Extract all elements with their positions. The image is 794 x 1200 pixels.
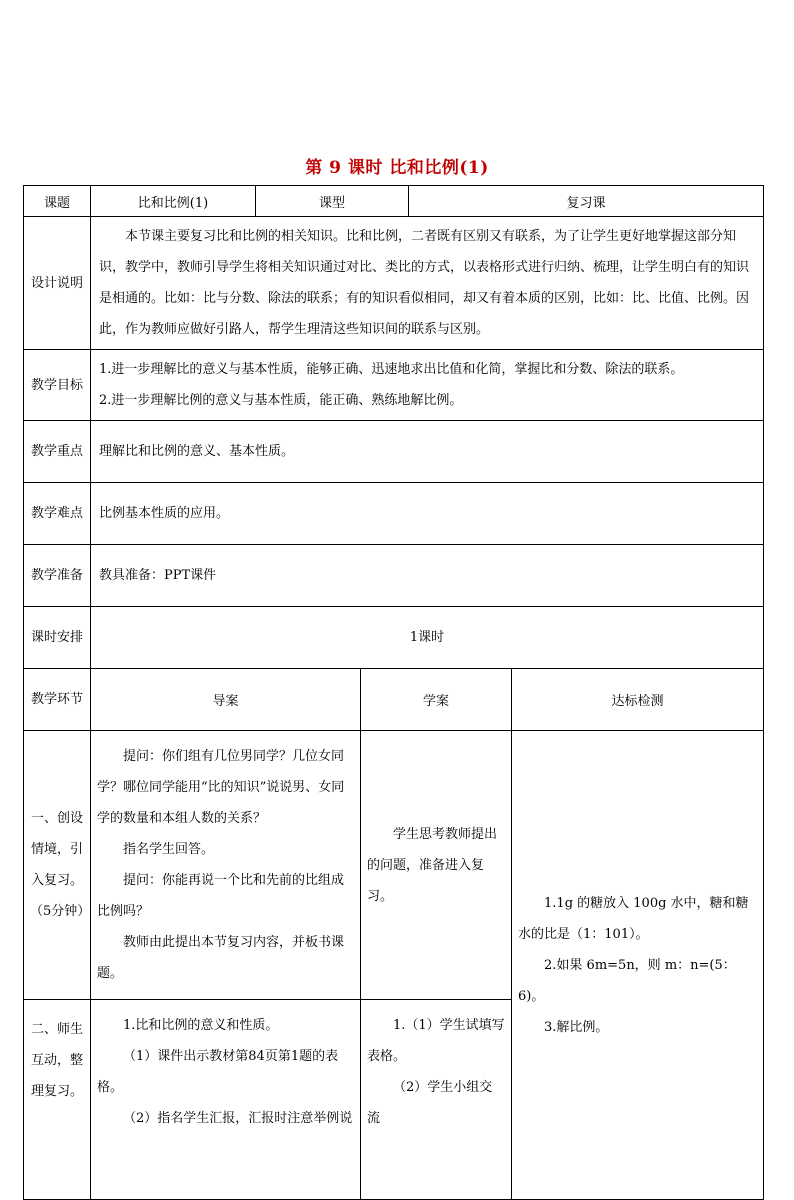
guide-paragraph: 指名学生回答。 — [123, 842, 215, 857]
prep-row — [24, 545, 764, 607]
section2-stage: 二、师生互动，整理复习。 — [24, 1000, 91, 1200]
time-label: 课时安排 — [24, 607, 91, 669]
section1-study — [361, 731, 512, 1000]
header-row — [24, 186, 764, 217]
section2-study — [361, 1000, 512, 1200]
guide-paragraph: 提问：你能再说一个比和先前的比组成比例吗？ — [97, 873, 345, 919]
difficulty-row — [24, 483, 764, 545]
section2-guide — [91, 1000, 361, 1200]
guide-paragraph: （1）课件出示教材第84页第1题的表格。 — [97, 1049, 339, 1095]
section1-row — [24, 731, 764, 1000]
guide-paragraph: （2）指名学生汇报，汇报时注意举例说 — [123, 1111, 353, 1126]
topic-label: 课题 — [24, 186, 91, 217]
check-cell — [512, 731, 764, 1200]
guide-paragraph: 教师由此提出本节复习内容，并板书课题。 — [97, 935, 345, 981]
time-text: 1课时 — [91, 607, 764, 669]
goals-row — [24, 350, 764, 421]
topic-value: 比和比例(1) — [91, 186, 256, 217]
time-row — [24, 607, 764, 669]
check-item: 1.1g 的糖放入 100g 水中，糖和糖水的比是（1：101）。 — [518, 895, 749, 942]
stage-column-header: 教学环节 — [24, 669, 91, 731]
goal-item: 1.进一步理解比的意义与基本性质，能够正确、迅速地求出比值和化简，掌握比和分数、除法的联系。 — [99, 362, 684, 377]
study-paragraph: 学生思考教师提出的问题，准备进入复习。 — [367, 826, 498, 904]
prep-label: 教学准备 — [24, 545, 91, 607]
design-row — [24, 217, 764, 350]
design-label: 设计说明 — [24, 217, 91, 350]
goal-item: 2.进一步理解比例的意义与基本性质，能正确、熟练地解比例。 — [99, 393, 463, 408]
study-column-header: 学案 — [361, 669, 512, 731]
goals-text — [91, 350, 764, 421]
check-item: 2.如果 6m=5n，则 m：n=(5：6)。 — [518, 957, 736, 1004]
section1-guide — [91, 731, 361, 1000]
lesson-plan-table — [23, 185, 764, 1200]
study-paragraph: （2）学生小组交流 — [367, 1080, 493, 1126]
guide-paragraph: 提问：你们组有几位男同学？几位女同学？哪位同学能用“比的知识”说说男、女同学的数量和本组人数的关系？ — [97, 749, 345, 826]
check-item: 3.解比例。 — [544, 1019, 609, 1035]
guide-column-header: 导案 — [91, 669, 361, 731]
key-text: 理解比和比例的意义、基本性质。 — [91, 421, 764, 483]
guide-paragraph: 1.比和比例的意义和性质。 — [123, 1018, 279, 1033]
section1-stage: 一、创设情境，引入复习。（5分钟） — [24, 731, 91, 1000]
columns-row — [24, 669, 764, 731]
difficulty-label: 教学难点 — [24, 483, 91, 545]
prep-text: 教具准备：PPT课件 — [91, 545, 764, 607]
type-label: 课型 — [256, 186, 409, 217]
key-row — [24, 421, 764, 483]
lesson-plan-table-wrapper — [23, 185, 763, 1126]
type-value: 复习课 — [409, 186, 764, 217]
design-text: 本节课主要复习比和比例的相关知识。比和比例，二者既有区别又有联系，为了让学生更好地掌握这部分知识，教学中，教师引导学生将相关知识通过对比、类比的方式，以表格形式进行归纳、梳理，让学生明白有的知识是相通的。比如：比与分数、除法的联系；有的知识看似相同，却又有着本质的区别，比如：比、比值、比例。因此，作为教师应做好引路人，帮学生理清这些知识间的联系与区别。 — [91, 217, 764, 350]
page-title: 第 9 课时 比和比例(1) — [305, 158, 489, 178]
goals-label: 教学目标 — [24, 350, 91, 421]
difficulty-text: 比例基本性质的应用。 — [91, 483, 764, 545]
study-paragraph: 1.（1）学生试填写表格。 — [367, 1018, 505, 1064]
key-label: 教学重点 — [24, 421, 91, 483]
check-column-header: 达标检测 — [512, 669, 764, 731]
